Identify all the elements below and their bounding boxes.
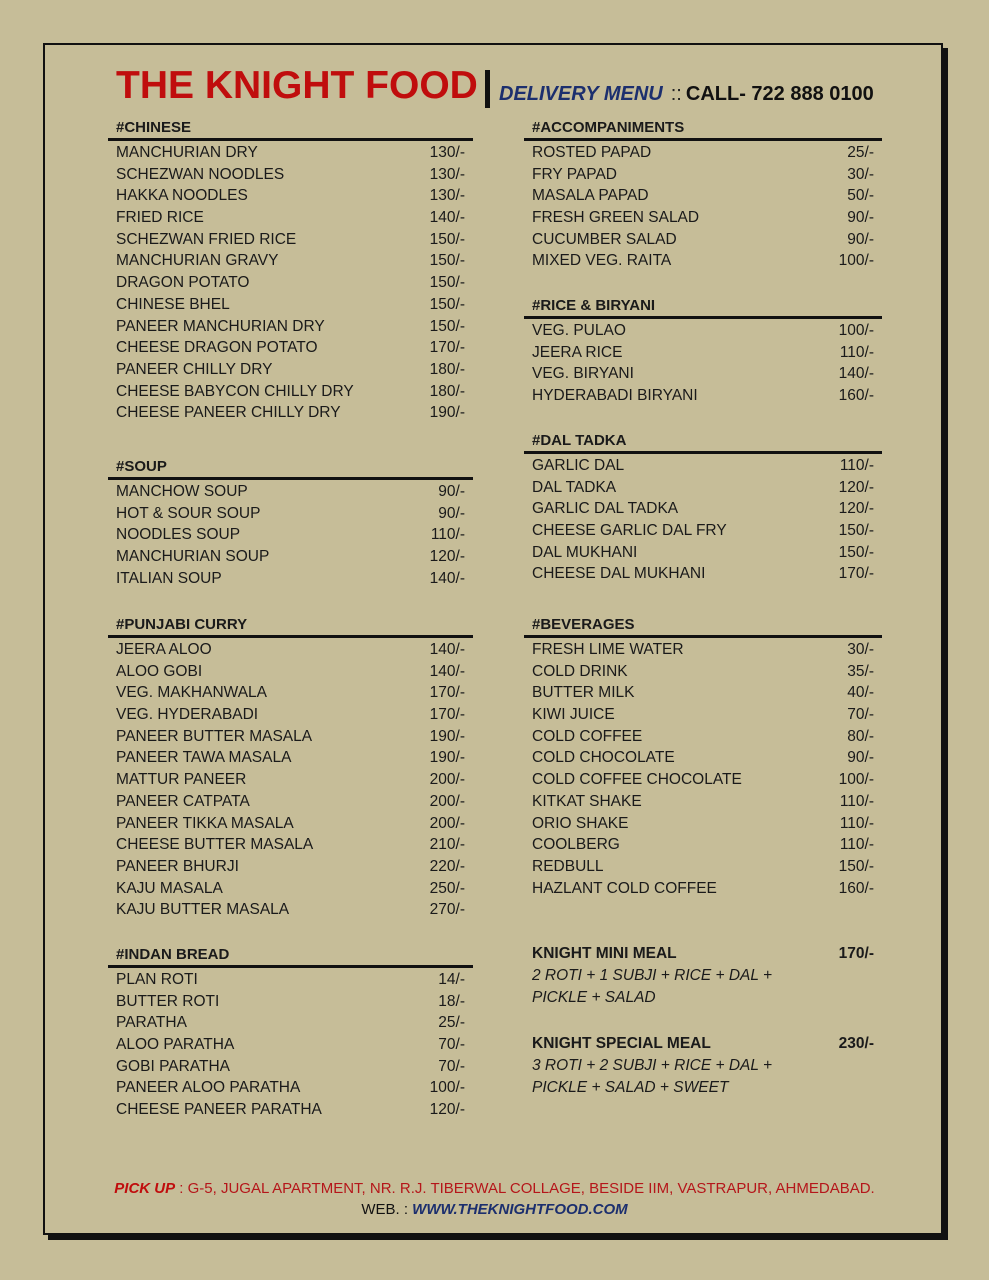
meal-name: KNIGHT MINI MEAL [532, 945, 677, 962]
menu-item [524, 498, 882, 520]
item-price: 200/- [429, 814, 465, 832]
item-name: KIWI JUICE [532, 706, 615, 724]
item-name: VEG. MAKHANWALA [116, 684, 268, 702]
item-name: DAL TADKA [532, 478, 617, 496]
menu-item [524, 320, 882, 342]
item-name: FRESH GREEN SALAD [532, 209, 700, 227]
call-number: CALL- 722 888 0100 [685, 83, 874, 105]
menu-item [108, 1012, 473, 1034]
menu-item [108, 142, 473, 164]
menu-item [524, 661, 882, 683]
menu-item [108, 402, 473, 424]
menu-item [524, 726, 882, 748]
item-price: 150/- [429, 295, 465, 313]
item-price: 40/- [847, 684, 874, 702]
item-name: COLD COFFEE CHOCOLATE [532, 771, 742, 789]
menu-item [524, 563, 882, 585]
item-name: SCHEZWAN NOODLES [116, 165, 285, 183]
item-name: ALOO PARATHA [116, 1036, 235, 1054]
item-price: 180/- [429, 360, 465, 378]
menu-item [108, 769, 473, 791]
menu-item [108, 704, 473, 726]
item-price: 140/- [429, 662, 465, 680]
item-name: COOLBERG [532, 836, 620, 854]
item-price: 50/- [847, 187, 874, 205]
website-line [0, 1201, 989, 1218]
item-name: ALOO GOBI [116, 662, 203, 680]
menu-item [524, 185, 882, 207]
item-name: HYDERABADI BIRYANI [532, 387, 698, 405]
item-price: 140/- [838, 365, 874, 383]
item-price: 110/- [839, 792, 874, 810]
menu-item [108, 969, 473, 991]
item-price: 210/- [429, 836, 465, 854]
menu-item [524, 878, 882, 900]
item-price: 160/- [838, 879, 874, 897]
section-divider [524, 316, 882, 319]
item-price: 190/- [429, 404, 465, 422]
menu-item [108, 272, 473, 294]
item-name: GARLIC DAL TADKA [532, 500, 679, 518]
item-price: 200/- [429, 792, 465, 810]
menu-item [108, 1034, 473, 1056]
section-divider [524, 635, 882, 638]
item-price: 120/- [429, 548, 465, 566]
menu-item [524, 769, 882, 791]
item-name: CHEESE BABYCON CHILLY DRY [116, 382, 354, 400]
item-price: 110/- [839, 343, 874, 361]
menu-item [524, 385, 882, 407]
section-rice-biryani [524, 295, 882, 407]
item-price: 120/- [429, 1101, 465, 1119]
menu-item [108, 856, 473, 878]
item-name: MANCHOW SOUP [116, 483, 248, 500]
item-name: GARLIC DAL [532, 457, 625, 474]
item-price: 130/- [429, 187, 465, 205]
item-name: MATTUR PANEER [116, 771, 247, 789]
menu-item [108, 524, 473, 546]
item-price: 110/- [839, 836, 874, 854]
item-name: PANEER CHILLY DRY [116, 360, 273, 378]
item-price: 150/- [429, 274, 465, 292]
item-name: MIXED VEG. RAITA [532, 252, 672, 270]
meal-mini [532, 943, 874, 1009]
section-chinese [108, 117, 473, 424]
section-soup [108, 456, 473, 589]
item-price: 170/- [838, 565, 874, 583]
item-price: 190/- [429, 727, 465, 745]
menu-item [524, 542, 882, 564]
section-heading: #PUNJABI CURRY [116, 616, 248, 633]
item-name: COLD DRINK [532, 662, 628, 680]
item-name: PLAN ROTI [116, 971, 198, 988]
item-price: 110/- [839, 814, 874, 832]
item-name: COLD COFFEE [532, 727, 643, 745]
pickup-address: : G-5, JUGAL APARTMENT, NR. R.J. TIBERWAL COLLAGE, BESIDE IIM, VASTRAPUR, AHMEDABAD. [175, 1180, 875, 1197]
menu-item [524, 250, 882, 272]
item-name: ITALIAN SOUP [116, 569, 222, 587]
item-price: 90/- [438, 504, 465, 522]
section-divider [108, 477, 473, 480]
menu-item [108, 682, 473, 704]
menu-item [524, 229, 882, 251]
item-name: FRESH LIME WATER [532, 641, 684, 658]
item-name: MANCHURIAN GRAVY [116, 252, 279, 270]
item-name: VEG. PULAO [532, 322, 626, 339]
item-name: COLD CHOCOLATE [532, 749, 675, 767]
item-price: 110/- [430, 526, 465, 544]
item-price: 150/- [838, 857, 874, 875]
item-price: 170/- [429, 684, 465, 702]
item-name: HAKKA NOODLES [116, 187, 248, 205]
restaurant-title: THE KNIGHT FOOD [116, 64, 478, 107]
item-price: 150/- [838, 543, 874, 561]
item-name: KITKAT SHAKE [532, 792, 642, 810]
menu-item [108, 661, 473, 683]
item-price: 90/- [847, 209, 874, 227]
item-name: CHEESE DRAGON POTATO [116, 339, 318, 357]
item-name: DRAGON POTATO [116, 274, 250, 292]
item-name: CHEESE DAL MUKHANI [532, 565, 706, 583]
section-indian-bread [108, 944, 473, 1121]
item-name: ROSTED PAPAD [532, 144, 652, 161]
menu-item [108, 164, 473, 186]
item-name: NOODLES SOUP [116, 526, 241, 544]
item-name: FRIED RICE [116, 209, 204, 227]
item-name: ORIO SHAKE [532, 814, 629, 832]
item-price: 150/- [429, 252, 465, 270]
item-price: 140/- [429, 641, 465, 658]
item-price: 70/- [438, 1036, 465, 1054]
web-label: WEB. : [361, 1201, 413, 1218]
menu-item [108, 639, 473, 661]
item-name: PANEER CATPATA [116, 792, 250, 810]
item-price: 100/- [838, 252, 874, 270]
menu-item [108, 359, 473, 381]
menu-item [524, 639, 882, 661]
item-price: 170/- [429, 706, 465, 724]
item-name: CHEESE BUTTER MASALA [116, 836, 314, 854]
item-price: 14/- [438, 971, 465, 988]
menu-item [524, 704, 882, 726]
section-heading: #BEVERAGES [532, 616, 635, 633]
item-name: CHEESE GARLIC DAL FRY [532, 522, 727, 540]
item-price: 70/- [847, 706, 874, 724]
menu-item [524, 142, 882, 164]
menu-item [524, 342, 882, 364]
menu-item [108, 1077, 473, 1099]
item-price: 130/- [429, 165, 465, 183]
section-heading: #RICE & BIRYANI [532, 297, 656, 314]
item-price: 100/- [838, 322, 874, 339]
menu-item [524, 207, 882, 229]
menu-item [108, 250, 473, 272]
menu-item [108, 568, 473, 590]
menu-item [524, 791, 882, 813]
item-name: JEERA ALOO [116, 641, 212, 658]
menu-item [108, 294, 473, 316]
item-name: HAZLANT COLD COFFEE [532, 879, 717, 897]
item-name: BUTTER ROTI [116, 992, 220, 1010]
menu-item [108, 813, 473, 835]
item-price: 200/- [429, 771, 465, 789]
section-heading: #INDAN BREAD [116, 946, 230, 963]
menu-item [108, 791, 473, 813]
item-name: PANEER TAWA MASALA [116, 749, 292, 767]
item-name: PANEER BHURJI [116, 857, 239, 875]
item-price: 90/- [847, 749, 874, 767]
item-price: 150/- [429, 317, 465, 335]
section-divider [108, 138, 473, 141]
pickup-label: PICK UP [114, 1180, 176, 1197]
item-price: 150/- [838, 522, 874, 540]
item-name: DAL MUKHANI [532, 543, 638, 561]
section-divider [108, 965, 473, 968]
menu-item [108, 546, 473, 568]
delivery-menu-label: DELIVERY MENU [499, 83, 663, 105]
item-name: MANCHURIAN SOUP [116, 548, 270, 566]
item-price: 140/- [429, 209, 465, 227]
menu-item [108, 337, 473, 359]
meal-description: 3 ROTI + 2 SUBJI + RICE + DAL + PICKLE + SALAD + SWEET [532, 1057, 773, 1096]
menu-item [108, 185, 473, 207]
item-price: 140/- [429, 569, 465, 587]
section-heading: #ACCOMPANIMENTS [532, 119, 685, 136]
menu-item [524, 363, 882, 385]
meal-name: KNIGHT SPECIAL MEAL [532, 1035, 711, 1052]
meal-header [532, 1033, 874, 1055]
item-name: KAJU MASALA [116, 879, 223, 897]
item-price: 25/- [438, 1014, 465, 1032]
item-name: CHEESE PANEER PARATHA [116, 1101, 322, 1119]
menu-item [108, 991, 473, 1013]
menu-item [524, 164, 882, 186]
section-dal-tadka [524, 430, 882, 585]
item-name: GOBI PARATHA [116, 1057, 230, 1075]
section-divider [524, 451, 882, 454]
meal-price: 230/- [838, 1035, 874, 1052]
title-divider [485, 70, 490, 108]
menu-item [108, 1056, 473, 1078]
section-heading: #SOUP [116, 458, 167, 475]
item-price: 270/- [429, 901, 465, 919]
item-name: PANEER TIKKA MASALA [116, 814, 294, 832]
item-name: MASALA PAPAD [532, 187, 649, 205]
meal-price: 170/- [838, 945, 874, 962]
menu-item [524, 682, 882, 704]
item-name: CUCUMBER SALAD [532, 230, 677, 248]
menu-item [108, 726, 473, 748]
section-heading: #DAL TADKA [532, 432, 627, 449]
item-price: 120/- [838, 500, 874, 518]
section-accompaniments [524, 117, 882, 272]
item-name: PANEER ALOO PARATHA [116, 1079, 301, 1097]
pickup-address-line [0, 1180, 989, 1197]
menu-item [108, 878, 473, 900]
item-name: BUTTER MILK [532, 684, 635, 702]
meal-special [532, 1033, 874, 1099]
menu-item [524, 834, 882, 856]
section-beverages [524, 614, 882, 899]
item-price: 180/- [429, 382, 465, 400]
menu-item [524, 813, 882, 835]
item-name: VEG. BIRYANI [532, 365, 634, 383]
item-price: 18/- [438, 992, 465, 1010]
item-name: CHEESE PANEER CHILLY DRY [116, 404, 341, 422]
menu-item [108, 747, 473, 769]
item-price: 30/- [847, 641, 874, 658]
section-punjabi-curry [108, 614, 473, 921]
meal-description: 2 ROTI + 1 SUBJI + RICE + DAL + PICKLE + SALAD [532, 967, 773, 1006]
item-name: REDBULL [532, 857, 604, 875]
section-divider [108, 635, 473, 638]
menu-item [108, 381, 473, 403]
item-price: 250/- [429, 879, 465, 897]
menu-item [108, 316, 473, 338]
item-price: 25/- [847, 144, 874, 161]
item-name: HOT & SOUR SOUP [116, 504, 261, 522]
item-price: 220/- [429, 857, 465, 875]
website-link[interactable]: WWW.THEKNIGHTFOOD.COM [412, 1201, 628, 1218]
item-price: 70/- [438, 1057, 465, 1075]
item-price: 90/- [438, 483, 465, 500]
menu-item [108, 207, 473, 229]
item-price: 150/- [429, 230, 465, 248]
item-price: 80/- [847, 727, 874, 745]
item-name: JEERA RICE [532, 343, 623, 361]
item-price: 160/- [838, 387, 874, 405]
menu-item [524, 856, 882, 878]
item-name: PARATHA [116, 1014, 187, 1032]
section-divider [524, 138, 882, 141]
menu-item [524, 520, 882, 542]
item-price: 120/- [838, 478, 874, 496]
menu-item [108, 229, 473, 251]
menu-item [524, 747, 882, 769]
menu-item [108, 503, 473, 525]
menu-item [108, 899, 473, 921]
item-price: 30/- [847, 165, 874, 183]
menu-item [524, 455, 882, 477]
item-price: 170/- [429, 339, 465, 357]
item-price: 100/- [429, 1079, 465, 1097]
item-price: 130/- [429, 144, 465, 161]
meal-header [532, 943, 874, 965]
item-price: 190/- [429, 749, 465, 767]
menu-item [108, 1099, 473, 1121]
item-name: SCHEZWAN FRIED RICE [116, 230, 297, 248]
item-name: PANEER MANCHURIAN DRY [116, 317, 325, 335]
menu-item [108, 481, 473, 503]
menu-item [524, 477, 882, 499]
item-name: VEG. HYDERABADI [116, 706, 259, 724]
item-name: FRY PAPAD [532, 165, 617, 183]
section-heading: #CHINESE [116, 119, 192, 136]
item-name: CHINESE BHEL [116, 295, 230, 313]
menu-item [108, 834, 473, 856]
item-price: 90/- [847, 230, 874, 248]
header-subtitle [499, 83, 874, 106]
item-price: 100/- [838, 771, 874, 789]
item-name: PANEER BUTTER MASALA [116, 727, 313, 745]
item-price: 110/- [839, 457, 874, 474]
item-name: MANCHURIAN DRY [116, 144, 258, 161]
item-price: 35/- [847, 662, 874, 680]
header-separator: :: [670, 83, 682, 105]
item-name: KAJU BUTTER MASALA [116, 901, 290, 919]
